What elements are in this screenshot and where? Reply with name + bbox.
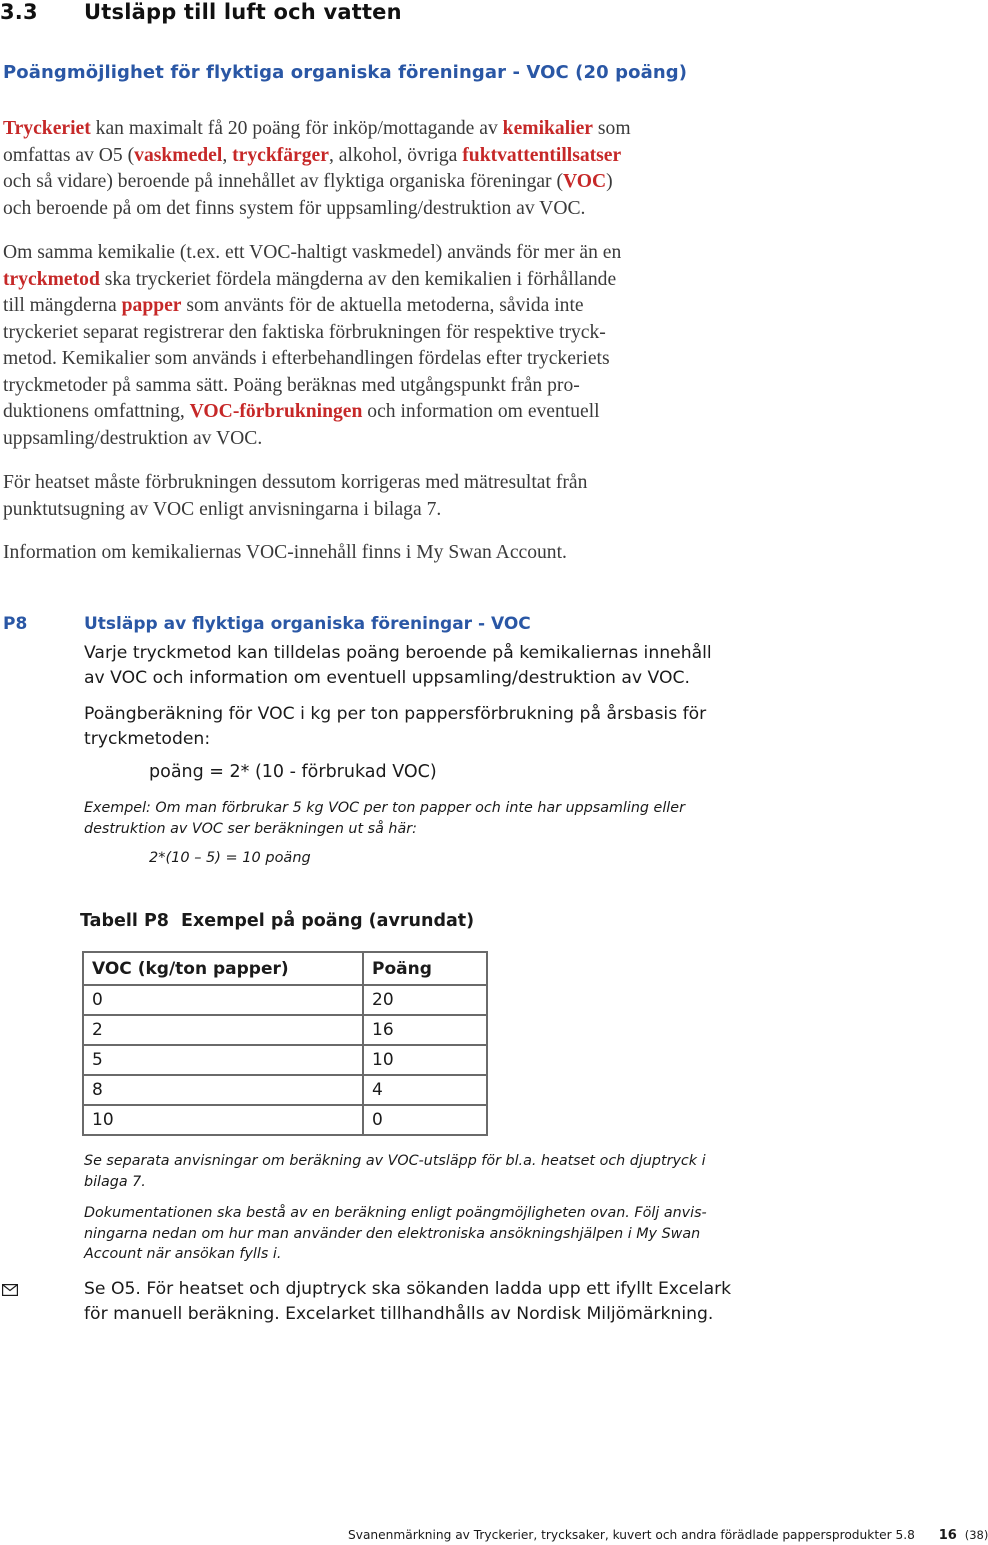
footer-page-number: 16 [938, 1528, 957, 1543]
table-cell: 0 [83, 985, 363, 1015]
table-cell: 8 [83, 1075, 363, 1105]
requirement-id: P8 [3, 614, 28, 634]
paragraph-line: uppsamling/destruktion av VOC. [3, 427, 263, 449]
highlight-term: kemikalier [502, 118, 594, 139]
highlight-term: Tryckeriet [3, 118, 91, 139]
table-title: Exempel på poäng (avrundat) [180, 911, 475, 931]
page-footer [348, 1528, 988, 1543]
text-line: ningarna nedan om hur man använder den elektroniska ansökningshjälpen i My Swan [84, 1225, 701, 1242]
text-run: kan maximalt få 20 poäng för inköp/mottagande av [90, 118, 503, 139]
highlight-term: VOC-förbrukningen [189, 401, 363, 422]
table-cell: 4 [363, 1075, 487, 1105]
text-run: som använts för de aktuella metoderna, såvida inte [181, 295, 584, 316]
table-row [83, 1045, 487, 1075]
table-cell: 10 [83, 1105, 363, 1135]
note-documentation [84, 1203, 784, 1265]
text-line: Poängberäkning för VOC i kg per ton pappersförbrukning på årsbasis för [84, 704, 707, 724]
text-line: Exempel: Om man förbrukar 5 kg VOC per ton papper och inte har uppsamling eller [84, 800, 685, 816]
table-row [83, 1105, 487, 1135]
text-run: ) [606, 171, 613, 192]
paragraph-heatset [3, 470, 763, 523]
text-run: omfattas av O5 ( [3, 144, 135, 166]
text-line: Varje tryckmetod kan tilldelas poäng beroende på kemikaliernas innehåll [84, 643, 712, 663]
highlight-term: tryckmetod [3, 268, 100, 290]
requirement-calculation-text [84, 702, 784, 752]
paragraph-line [3, 169, 763, 196]
column-header: Poäng [363, 952, 487, 985]
highlight-term: VOC [563, 171, 607, 192]
text-run: till mängderna [3, 295, 122, 316]
table-cell: 5 [83, 1045, 363, 1075]
text-line: bilaga 7. [84, 1173, 146, 1190]
table-cell: 2 [83, 1015, 363, 1045]
paragraph-line [3, 116, 763, 143]
table-cell: 0 [363, 1105, 487, 1135]
table-row [83, 1075, 487, 1105]
paragraph-line: metod. Kemikalier som används i efterbehandlingen fördelas efter tryckeriets [3, 348, 610, 369]
table-cell: 10 [363, 1045, 487, 1075]
paragraph-line: punktutsugning av VOC enligt anvisningarna i bilaga 7. [3, 498, 442, 520]
paragraph-line: För heatset måste förbrukningen dessutom korrigeras med mätresultat från [3, 472, 588, 493]
table-row [83, 1015, 487, 1045]
text-run: , [222, 144, 233, 166]
text-line: Se O5. För heatset och djuptryck ska sökanden ladda upp ett ifyllt Excelark [84, 1279, 732, 1299]
text-line: av VOC och information om eventuell uppsamling/destruktion av VOC. [84, 668, 690, 688]
footer-document-title: Svanenmärkning av Tryckerier, trycksaker, kuvert och andra förädlade pappersprodukter [348, 1528, 892, 1542]
text-line: destruktion av VOC ser beräkningen ut så här: [84, 820, 417, 837]
section-title: Utsläpp till luft och vatten [84, 0, 402, 24]
submission-instructions [84, 1277, 784, 1327]
section-number: 3.3 [0, 0, 38, 24]
paragraph-line [3, 143, 763, 170]
example-calculation: 2*(10 – 5) = 10 poäng [149, 850, 311, 866]
paragraph-line [3, 399, 763, 426]
text-run: ska tryckeriet fördela mängderna av den kemikalien i förhållande [99, 268, 617, 290]
points-table [82, 951, 488, 1136]
paragraph-line: Om samma kemikalie (t.ex. ett VOC-haltigt vaskmedel) används för mer än en [3, 242, 622, 263]
example-text [84, 798, 784, 839]
highlight-term: fuktvattentillsatser [462, 144, 622, 166]
paragraph-line: tryckmetoder på samma sätt. Poäng beräknas med utgångspunkt från pro- [3, 374, 580, 396]
table-row [83, 985, 487, 1015]
highlight-term: tryckfärger [232, 144, 329, 166]
text-line: tryckmetoden: [84, 729, 211, 749]
paragraph-line: Information om kemikaliernas VOC-innehåll finns i My Swan Account. [3, 542, 567, 563]
column-header: VOC (kg/ton papper) [83, 952, 363, 985]
text-run: , alkohol, övriga [328, 144, 463, 166]
highlight-term: vaskmedel [134, 144, 223, 166]
paragraph-line: tryckeriet separat registrerar den faktiska förbrukningen för respektive tryck- [3, 321, 606, 343]
table-caption [80, 911, 474, 931]
envelope-icon [2, 1283, 18, 1295]
note-separate-instructions [84, 1151, 784, 1192]
table-cell: 20 [363, 985, 487, 1015]
footer-version: 5.8 [895, 1528, 915, 1542]
table-cell: 16 [363, 1015, 487, 1045]
footer-page-total: (38) [964, 1528, 988, 1542]
points-formula: poäng = 2* (10 - förbrukad VOC) [149, 762, 437, 782]
section-heading [0, 0, 402, 24]
requirement-description [84, 641, 784, 691]
text-run: som [593, 118, 631, 139]
text-run: och information om eventuell [362, 401, 600, 422]
text-line: Account när ansökan fylls i. [84, 1246, 282, 1262]
table-header-row [83, 952, 487, 985]
text-line: för manuell beräkning. Excelarket tillhandhålls av Nordisk Miljömärkning. [84, 1304, 714, 1324]
paragraph-line [3, 267, 763, 294]
text-run: och så vidare) beroende på innehållet av flyktiga organiska föreningar ( [3, 171, 564, 192]
paragraph-line: och beroende på om det finns system för uppsamling/destruktion av VOC. [3, 197, 586, 219]
text-line: Se separata anvisningar om beräkning av VOC-utsläpp för bl.a. heatset och djuptryck i [84, 1153, 706, 1169]
text-run: duktionens omfattning, [3, 401, 190, 422]
requirement-title: Utsläpp av flyktiga organiska föreningar - VOC [84, 614, 531, 634]
paragraph-line [3, 293, 763, 320]
highlight-term: papper [121, 295, 182, 316]
paragraph-info [3, 540, 763, 567]
table-label: Tabell P8 [80, 911, 169, 931]
text-line: Dokumentationen ska bestå av en beräkning enligt poängmöjligheten ovan. Följ anvis- [84, 1205, 707, 1221]
paragraph-allocation [3, 240, 763, 452]
points-subheading: Poängmöjlighet för flyktiga organiska föreningar - VOC (20 poäng) [3, 62, 688, 83]
paragraph-intro [3, 116, 763, 222]
